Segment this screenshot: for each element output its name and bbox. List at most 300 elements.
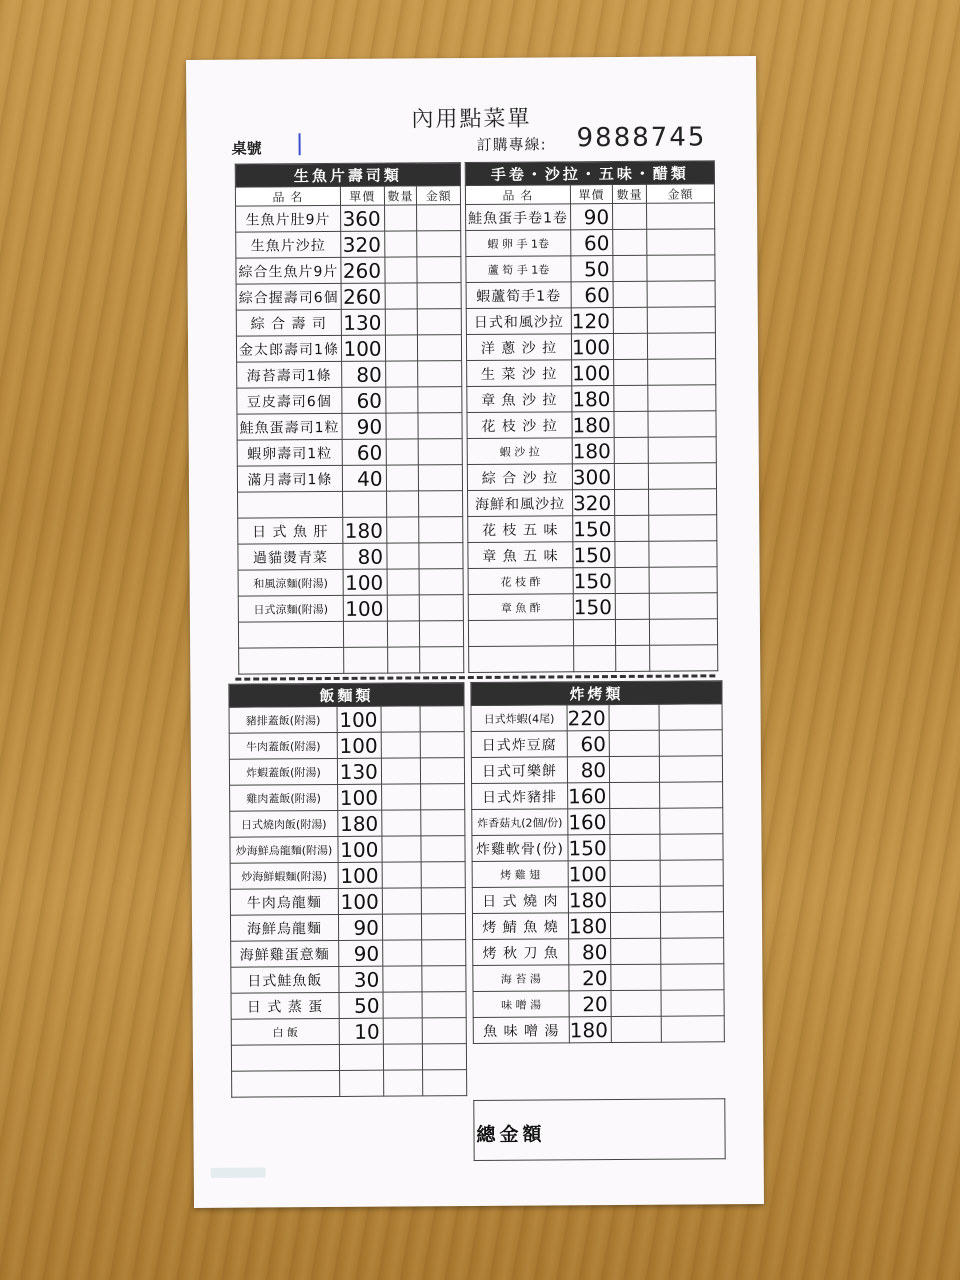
column-header-amount: 金額: [646, 184, 714, 203]
menu-row: [467, 411, 716, 439]
item-name: 海鮮雞蛋意麵: [231, 940, 339, 967]
item-price: 100: [343, 595, 387, 621]
menu-row: [466, 229, 715, 257]
item-name: 章 魚 五 味: [468, 542, 573, 569]
quantity-cell[interactable]: [611, 912, 661, 938]
item-name: 和風涼麵(附湯): [238, 569, 343, 596]
menu-row: [466, 307, 715, 335]
item-price: 40: [342, 465, 386, 491]
section-title: 飯麵類: [229, 683, 464, 708]
item-name: 日 式 魚 肝: [238, 517, 343, 544]
item-price: [339, 1070, 383, 1096]
item-name: 生 菜 沙 拉: [467, 360, 572, 387]
item-price: 180: [572, 412, 614, 438]
amount-cell[interactable]: [650, 619, 718, 645]
column-header-amount: 金額: [417, 186, 461, 205]
quantity-cell[interactable]: [385, 283, 418, 309]
amount-cell[interactable]: [422, 888, 466, 914]
item-name: 綜 合 沙 拉: [467, 464, 572, 491]
item-price: 90: [570, 204, 612, 230]
amount-cell[interactable]: [649, 515, 717, 541]
menu-row: [468, 619, 717, 647]
item-price: 100: [338, 836, 382, 862]
item-price: 60: [342, 439, 386, 465]
item-price: 100: [568, 861, 610, 887]
paper-tab: [211, 1167, 266, 1177]
rice-noodle-table: [228, 682, 467, 1098]
amount-cell[interactable]: [660, 912, 724, 938]
amount-cell[interactable]: [649, 541, 717, 567]
menu-row: [468, 515, 717, 543]
quantity-cell[interactable]: [385, 309, 418, 335]
amount-cell[interactable]: [417, 257, 461, 283]
item-price: 90: [339, 940, 383, 966]
item-price: 100: [337, 732, 381, 758]
menu-row: [466, 255, 715, 283]
table-number-mark: [299, 133, 301, 155]
quantity-cell[interactable]: [381, 706, 421, 732]
amount-cell[interactable]: [418, 413, 462, 439]
item-price: [344, 647, 388, 673]
item-name: 炸香菇丸(2個/份): [472, 809, 568, 836]
item-price: 100: [571, 334, 613, 360]
column-header-name: 品 名: [235, 186, 340, 206]
quantity-cell[interactable]: [611, 1016, 661, 1042]
item-name: 花 枝 沙 拉: [467, 412, 572, 439]
item-name: 蘆 筍 手 1卷: [466, 256, 571, 283]
menu-row: [230, 810, 465, 838]
quantity-cell[interactable]: [609, 730, 659, 756]
item-name: [239, 647, 344, 674]
menu-row: [472, 886, 723, 914]
quantity-cell[interactable]: [384, 231, 417, 257]
column-header-price: 單價: [570, 185, 612, 204]
amount-cell[interactable]: [661, 1016, 725, 1042]
quantity-cell[interactable]: [611, 990, 661, 1016]
item-price: 100: [337, 784, 381, 810]
menu-row: [229, 706, 464, 734]
item-name: 牛肉烏龍麵: [230, 888, 338, 915]
menu-row: [467, 385, 716, 413]
table-number-label: 桌號: [231, 139, 262, 158]
quantity-cell[interactable]: [610, 756, 660, 782]
sashimi-table: [235, 162, 465, 675]
menu-row: [466, 281, 715, 309]
menu-row: [467, 463, 716, 491]
item-name: 海鮮烏龍麵: [230, 914, 338, 941]
item-price: 50: [339, 992, 383, 1018]
amount-cell[interactable]: [421, 732, 465, 758]
quantity-cell[interactable]: [384, 257, 417, 283]
item-price: [342, 491, 386, 517]
menu-row: [237, 387, 462, 415]
quantity-cell[interactable]: [383, 940, 423, 966]
item-price: 90: [338, 914, 382, 940]
quantity-cell[interactable]: [382, 914, 422, 940]
item-name: 白 飯: [231, 1018, 339, 1045]
item-name: 章 魚 酢: [468, 594, 573, 621]
menu-row: [236, 283, 461, 311]
menu-row: [469, 645, 718, 673]
column-header-qty: 數量: [612, 184, 646, 203]
amount-cell[interactable]: [422, 966, 466, 992]
menu-row: [466, 203, 715, 231]
amount-cell[interactable]: [421, 810, 465, 836]
amount-cell[interactable]: [647, 203, 715, 229]
quantity-cell[interactable]: [611, 938, 661, 964]
item-name: 海鮮和風沙拉: [468, 490, 573, 517]
item-price: 100: [337, 706, 381, 732]
item-name: 花 枝 五 味: [468, 516, 573, 543]
menu-row: [230, 836, 465, 864]
quantity-cell[interactable]: [386, 439, 419, 465]
menu-row: [231, 1044, 466, 1072]
quantity-cell[interactable]: [385, 387, 418, 413]
section-title: 手卷・沙拉・五味・醋類: [465, 161, 714, 186]
menu-row: [230, 888, 465, 916]
item-price: [573, 620, 615, 646]
quantity-cell[interactable]: [613, 255, 647, 281]
amount-cell[interactable]: [419, 491, 463, 517]
quantity-cell[interactable]: [382, 810, 422, 836]
amount-cell[interactable]: [647, 281, 715, 307]
item-price: 80: [569, 939, 611, 965]
quantity-cell[interactable]: [610, 886, 660, 912]
item-price: [343, 621, 387, 647]
item-price: 180: [338, 810, 382, 836]
item-price: 100: [343, 569, 387, 595]
amount-cell[interactable]: [648, 385, 716, 411]
amount-cell[interactable]: [660, 938, 724, 964]
amount-cell[interactable]: [421, 836, 465, 862]
item-price: 180: [569, 1017, 611, 1043]
section-title: 炸烤類: [471, 681, 722, 706]
amount-cell[interactable]: [660, 886, 724, 912]
amount-cell[interactable]: [648, 411, 716, 437]
menu-row: [231, 1018, 466, 1046]
amount-cell[interactable]: [418, 309, 462, 335]
menu-row: [472, 834, 723, 862]
menu-row: [236, 257, 461, 285]
item-name: 海苔壽司1條: [237, 361, 342, 388]
menu-row: [473, 964, 724, 992]
quantity-cell[interactable]: [616, 619, 650, 645]
menu-row: [468, 489, 717, 517]
quantity-cell[interactable]: [387, 595, 420, 621]
menu-row: [473, 938, 724, 966]
column-header-name: 品 名: [465, 185, 570, 205]
item-price: 150: [568, 835, 610, 861]
quantity-cell[interactable]: [613, 229, 647, 255]
item-name: 味 噌 湯: [473, 991, 569, 1018]
item-price: 180: [568, 887, 610, 913]
item-name: [468, 620, 573, 647]
amount-cell[interactable]: [418, 361, 462, 387]
amount-cell[interactable]: [659, 730, 723, 756]
amount-cell[interactable]: [648, 437, 716, 463]
amount-cell[interactable]: [420, 706, 464, 732]
quantity-cell[interactable]: [611, 964, 661, 990]
amount-cell[interactable]: [420, 569, 464, 595]
item-price: 20: [569, 991, 611, 1017]
menu-row: [238, 569, 463, 597]
item-name: 炒海鮮蝦麵(附湯): [230, 862, 338, 889]
amount-cell[interactable]: [420, 647, 464, 673]
amount-cell[interactable]: [420, 621, 464, 647]
menu-row: [231, 940, 466, 968]
quantity-cell[interactable]: [384, 205, 417, 231]
item-price: 90: [342, 413, 386, 439]
amount-cell[interactable]: [647, 307, 715, 333]
item-name: 滿月壽司1條: [237, 465, 342, 492]
menu-row: [471, 704, 722, 732]
column-header-price: 單價: [340, 186, 384, 205]
item-price: 150: [573, 568, 615, 594]
item-name: 鮭魚蛋手卷1卷: [466, 204, 571, 231]
menu-row: [473, 1016, 724, 1044]
quantity-cell[interactable]: [614, 437, 648, 463]
item-name: 綜合握壽司6個: [236, 283, 341, 310]
column-header-qty: 數量: [384, 186, 417, 205]
item-name: 炸雞軟骨(份): [472, 835, 568, 862]
order-form-paper: [186, 56, 764, 1208]
quantity-cell[interactable]: [610, 782, 660, 808]
item-price: 180: [572, 438, 614, 464]
item-name: 金太郎壽司1條: [236, 335, 341, 362]
menu-row: [472, 912, 723, 940]
menu-row: [237, 413, 462, 441]
amount-cell[interactable]: [421, 784, 465, 810]
item-name: 生魚片肚9片: [236, 205, 341, 232]
menu-row: [467, 437, 716, 465]
menu-row: [230, 784, 465, 812]
quantity-cell[interactable]: [383, 1018, 423, 1044]
quantity-cell[interactable]: [382, 862, 422, 888]
item-name: 日式涼麵(附湯): [238, 595, 343, 622]
amount-cell[interactable]: [649, 489, 717, 515]
item-name: 蝦 沙 拉: [467, 438, 572, 465]
menu-row: [238, 595, 463, 623]
amount-cell[interactable]: [420, 595, 464, 621]
quantity-cell[interactable]: [614, 333, 648, 359]
amount-cell[interactable]: [419, 439, 463, 465]
amount-cell[interactable]: [422, 940, 466, 966]
quantity-cell[interactable]: [386, 465, 419, 491]
phone-number: 9888745: [576, 122, 707, 154]
quantity-cell[interactable]: [609, 704, 659, 730]
item-price: 150: [573, 594, 615, 620]
item-name: 烤 雞 翅: [472, 861, 568, 888]
amount-cell[interactable]: [423, 1070, 467, 1096]
amount-cell[interactable]: [419, 543, 463, 569]
quantity-cell[interactable]: [382, 888, 422, 914]
quantity-cell[interactable]: [615, 541, 649, 567]
item-name: 日式和風沙拉: [466, 308, 571, 335]
item-price: 260: [341, 257, 385, 283]
item-name: 鮭魚蛋壽司1粒: [237, 413, 342, 440]
item-price: 150: [573, 516, 615, 542]
amount-cell[interactable]: [659, 808, 723, 834]
item-price: 160: [568, 809, 610, 835]
quantity-cell[interactable]: [387, 569, 420, 595]
item-price: 150: [573, 542, 615, 568]
item-name: 烤 秋 刀 魚: [473, 939, 569, 966]
item-price: 60: [571, 282, 613, 308]
menu-row: [468, 567, 717, 595]
quantity-cell[interactable]: [613, 203, 647, 229]
item-price: 220: [567, 705, 609, 731]
amount-cell[interactable]: [417, 231, 461, 257]
item-name: 日式炸豆腐: [471, 731, 567, 758]
quantity-cell[interactable]: [386, 543, 419, 569]
menu-row: [238, 543, 463, 571]
menu-row: [231, 992, 466, 1020]
item-name: 魚 味 噌 湯: [473, 1017, 569, 1044]
amount-cell[interactable]: [649, 593, 717, 619]
item-price: 130: [337, 758, 381, 784]
item-price: 180: [572, 386, 614, 412]
amount-cell[interactable]: [418, 387, 462, 413]
amount-cell[interactable]: [417, 205, 461, 231]
menu-row: [466, 333, 715, 361]
quantity-cell[interactable]: [615, 515, 649, 541]
quantity-cell[interactable]: [381, 758, 421, 784]
quantity-cell[interactable]: [614, 411, 648, 437]
item-price: 320: [572, 490, 614, 516]
quantity-cell[interactable]: [381, 732, 421, 758]
quantity-cell[interactable]: [616, 645, 650, 671]
item-name: [469, 646, 574, 673]
quantity-cell[interactable]: [386, 413, 419, 439]
item-price: 160: [568, 783, 610, 809]
item-name: 章 魚 沙 拉: [467, 386, 572, 413]
amount-cell[interactable]: [421, 758, 465, 784]
item-price: 260: [341, 283, 385, 309]
quantity-cell[interactable]: [386, 491, 419, 517]
menu-row: [230, 862, 465, 890]
amount-cell[interactable]: [648, 333, 716, 359]
item-price: 30: [339, 966, 383, 992]
amount-cell[interactable]: [659, 782, 723, 808]
menu-row: [229, 732, 464, 760]
menu-row: [230, 914, 465, 942]
item-price: 100: [341, 335, 385, 361]
menu-row: [236, 309, 461, 337]
form-title: 內用點菜單: [411, 106, 532, 133]
menu-row: [471, 756, 722, 784]
quantity-cell[interactable]: [387, 647, 420, 673]
menu-row: [229, 758, 464, 786]
item-name: 雞肉蓋飯(附湯): [230, 784, 338, 811]
quantity-cell[interactable]: [615, 489, 649, 515]
amount-cell[interactable]: [647, 229, 715, 255]
item-price: 60: [342, 387, 386, 413]
section-title: 生魚片壽司類: [235, 163, 460, 188]
item-name: 烤 鯖 魚 燒: [472, 913, 568, 940]
menu-row: [473, 990, 724, 1018]
item-name: 日 式 燒 肉: [472, 887, 568, 914]
quantity-cell[interactable]: [383, 992, 423, 1018]
quantity-cell[interactable]: [385, 335, 418, 361]
item-name: [238, 621, 343, 648]
section-divider: [235, 674, 715, 680]
menu-row: [236, 335, 461, 363]
quantity-cell[interactable]: [614, 385, 648, 411]
menu-row: [232, 1070, 467, 1098]
item-price: [339, 1044, 383, 1070]
quantity-cell[interactable]: [613, 281, 647, 307]
amount-cell[interactable]: [418, 283, 462, 309]
amount-cell[interactable]: [422, 862, 466, 888]
amount-cell[interactable]: [649, 567, 717, 593]
amount-cell[interactable]: [419, 517, 463, 543]
amount-cell[interactable]: [422, 992, 466, 1018]
item-name: 炸蝦蓋飯(附湯): [229, 758, 337, 785]
quantity-cell[interactable]: [383, 1070, 423, 1096]
item-price: 60: [567, 731, 609, 757]
menu-row: [236, 231, 461, 259]
quantity-cell[interactable]: [610, 808, 660, 834]
amount-cell[interactable]: [647, 255, 715, 281]
quantity-cell[interactable]: [383, 966, 423, 992]
amount-cell[interactable]: [423, 1018, 467, 1044]
quantity-cell[interactable]: [610, 860, 660, 886]
item-name: 綜 合 壽 司: [236, 309, 341, 336]
amount-cell[interactable]: [422, 914, 466, 940]
menu-row: [236, 205, 461, 233]
item-price: 50: [571, 256, 613, 282]
quantity-cell[interactable]: [386, 517, 419, 543]
quantity-cell[interactable]: [385, 361, 418, 387]
amount-cell[interactable]: [660, 964, 724, 990]
item-price: 180: [343, 517, 387, 543]
quantity-cell[interactable]: [610, 834, 660, 860]
amount-cell[interactable]: [650, 645, 718, 671]
item-name: 日式可樂餅: [471, 757, 567, 784]
amount-cell[interactable]: [659, 756, 723, 782]
quantity-cell[interactable]: [382, 836, 422, 862]
item-name: 日式燒肉飯(附湯): [230, 810, 338, 837]
amount-cell[interactable]: [660, 860, 724, 886]
menu-row: [237, 361, 462, 389]
quantity-cell[interactable]: [615, 567, 649, 593]
quantity-cell[interactable]: [383, 1044, 423, 1070]
menu-row: [237, 439, 462, 467]
amount-cell[interactable]: [659, 704, 723, 730]
item-name: [238, 491, 343, 518]
menu-row: [468, 593, 717, 621]
menu-row: [472, 860, 723, 888]
quantity-cell[interactable]: [614, 359, 648, 385]
amount-cell[interactable]: [648, 463, 716, 489]
quantity-cell[interactable]: [614, 463, 648, 489]
item-price: 20: [569, 965, 611, 991]
quantity-cell[interactable]: [613, 307, 647, 333]
amount-cell[interactable]: [648, 359, 716, 385]
quantity-cell[interactable]: [381, 784, 421, 810]
amount-cell[interactable]: [418, 335, 462, 361]
quantity-cell[interactable]: [387, 621, 420, 647]
item-name: 過貓燙青菜: [238, 543, 343, 570]
item-price: 120: [571, 308, 613, 334]
item-name: 炒海鮮烏龍麵(附湯): [230, 836, 338, 863]
menu-row: [472, 808, 723, 836]
amount-cell[interactable]: [423, 1044, 467, 1070]
amount-cell[interactable]: [660, 834, 724, 860]
amount-cell[interactable]: [661, 990, 725, 1016]
amount-cell[interactable]: [419, 465, 463, 491]
quantity-cell[interactable]: [615, 593, 649, 619]
